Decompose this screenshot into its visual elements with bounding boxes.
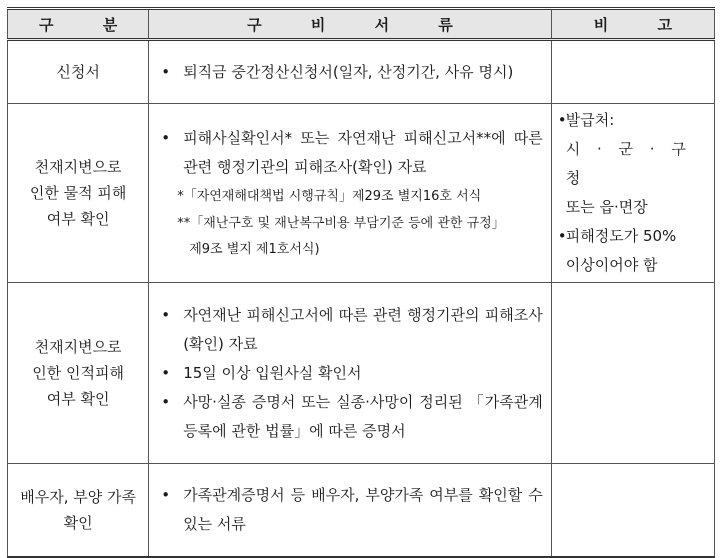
remark-item: • 피해정도가 50% xyxy=(558,222,708,251)
table-row xyxy=(8,464,715,558)
list-item: • 퇴직금 중간정산신청서(일자, 산정기간, 사유 명시) xyxy=(161,58,543,87)
category-cell: 천재지변으로 인한 인적피해 여부 확인 xyxy=(8,283,149,464)
header-documents: 구 비 서 류 xyxy=(149,9,552,40)
footnote: **「재난구호 및 재난복구비용 부담기준 등에 관한 규정」 제9조 별지 제1호서식) xyxy=(177,215,505,257)
bullet-icon: • xyxy=(557,227,567,245)
list-item: • 가족관계증명서 등 배우자, 부양가족 여부를 확인할 수 있는 서류 xyxy=(161,481,543,539)
category-cell: 배우자, 부양 가족 확인 xyxy=(8,464,149,558)
documents-cell xyxy=(149,104,552,283)
documents-cell xyxy=(149,40,552,104)
category-cell: 천재지변으로 인한 물적 피해 여부 확인 xyxy=(8,104,149,283)
category-cell: 신청서 xyxy=(8,40,149,104)
remark-item: • 발급처: xyxy=(558,106,708,135)
documents-cell xyxy=(149,464,552,558)
table-row xyxy=(8,283,715,464)
bullet-icon: • xyxy=(161,363,171,382)
bullet-icon: • xyxy=(557,111,567,129)
bullet-icon: • xyxy=(161,486,171,504)
list-item: • 15일 이상 입원사실 확인서 xyxy=(161,359,543,388)
documents-cell xyxy=(149,283,552,464)
bullet-icon: • xyxy=(161,305,171,324)
table-header-row xyxy=(8,9,715,40)
header-remarks: 비 고 xyxy=(551,9,714,40)
remarks-cell: • 발급처: 시 · 군 · 구청 또는 읍·면장 • 피해정도가 50% 이상이어야 함 xyxy=(551,104,714,283)
list-item: • 피해사실확인서* 또는 자연재난 피해신고서**에 따른 관련 행정기관의 피해조사(확인) 자료 xyxy=(161,124,543,182)
list-item: • 자연재난 피해신고서에 따른 관련 행정기관의 피해조사(확인) 자료 xyxy=(161,301,543,359)
bullet-icon: • xyxy=(161,392,171,411)
header-category: 구 분 xyxy=(8,9,149,40)
footnote: *「자연재해대책법 시행규칙」제29조 별지16호 서식 xyxy=(177,188,482,204)
bullet-icon: • xyxy=(161,62,171,81)
bullet-icon: • xyxy=(161,128,171,147)
table-row xyxy=(8,104,715,283)
table-row xyxy=(8,40,715,104)
remarks-cell xyxy=(551,464,714,558)
remarks-cell xyxy=(551,40,714,104)
remarks-cell xyxy=(551,283,714,464)
required-documents-table xyxy=(7,7,715,558)
list-item: • 사망·실종 증명서 또는 실종·사망이 정리된 「가족관계등록에 관한 법률」에 따른 증명서 xyxy=(161,388,543,446)
